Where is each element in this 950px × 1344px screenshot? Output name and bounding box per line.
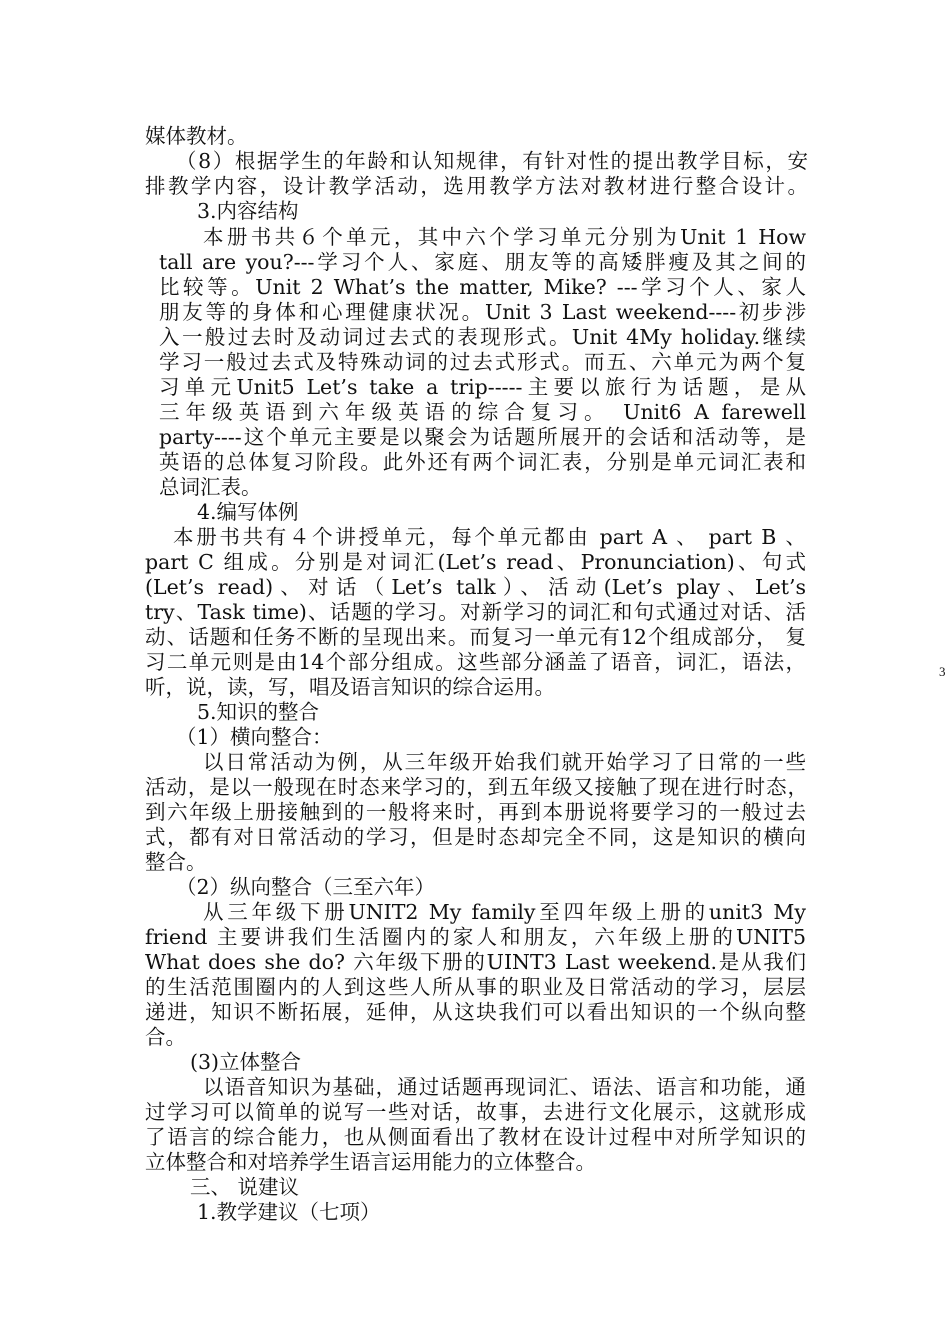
subsection-heading: （2）纵向整合（三至六年） — [176, 875, 436, 899]
text-line: part C 组成。分别是对词汇(Let’s read、Pronunciation)、句式 — [145, 550, 806, 574]
text-line: 比较等。Unit 2 What’s the matter, Mike? ---学习个人、家人 — [159, 275, 806, 299]
text-line: 英语的总体复习阶段。此外还有两个词汇表，分别是单元词汇表和 — [159, 450, 806, 474]
text-line: 到六年级上册接触到的一般将来时，再到本册说将要学习的一般过去 — [145, 800, 806, 824]
text-line: What does she do? 六年级下册的UINT3 Last weekend.是从我们 — [145, 950, 806, 974]
text-line: 本册书共６个单元，其中六个学习单元分别为Unit 1 How — [203, 225, 806, 249]
text-line: 以语音知识为基础，通过话题再现词汇、语法、语言和功能，通 — [203, 1075, 806, 1099]
text-line: 总词汇表。 — [159, 475, 262, 499]
text-line: 习单元Unit5 Let’s take a trip-----主要以旅行为话题，是从 — [159, 375, 806, 399]
text-line: 学习一般过去式及特殊动词的过去式形式。而五、六单元为两个复 — [159, 350, 806, 374]
text-line: 活动，是以一般现在时态来学习的，到五年级又接触了现在进行时态， — [145, 775, 808, 799]
text-line: 过学习可以简单的说写一些对话，故事，去进行文化展示，这就形成 — [145, 1100, 806, 1124]
text-line: (Let’s read)、对话（Let’s talk）、活动(Let’s play、Let’s — [145, 575, 806, 599]
text-line: 习二单元则是由14个部分组成。这些部分涵盖了语音，词汇，语法， — [145, 650, 806, 674]
section-heading: 4.编写体例 — [197, 500, 299, 524]
text-line: 三年级英语到六年级英语的综合复习。 Unit6 A farewell — [159, 400, 806, 424]
text-line: tall are you?---学习个人、家庭、朋友等的高矮胖瘦及其之间的 — [159, 250, 806, 274]
text-line: try、Task time)、话题的学习。对新学习的词汇和句式通过对话、活 — [145, 600, 806, 624]
text-line: party----这个单元主要是以聚会为话题所展开的会话和活动等，是 — [159, 425, 806, 449]
text-line: 整合。 — [145, 850, 207, 874]
text-line: 式，都有对日常活动的学习，但是时态却完全不同，这是知识的横向 — [145, 825, 806, 849]
text-line: 从三年级下册UNIT2 My family至四年级上册的unit3 My — [203, 900, 806, 924]
section-heading: 5.知识的整合 — [197, 700, 320, 724]
section-heading: 3.内容结构 — [197, 199, 299, 223]
text-line: 合。 — [145, 1025, 186, 1049]
text-line: 排教学内容，设计教学活动，选用教学方法对教材进行整合设计。 — [145, 174, 808, 198]
text-line: 递进，知识不断拓展，延伸，从这块我们可以看出知识的一个纵向整 — [145, 1000, 806, 1024]
text-line: 动、话题和任务不断的呈现出来。而复习一单元有12个组成部分， 复 — [145, 625, 806, 649]
text-line: 了语言的综合能力，也从侧面看出了教材在设计过程中对所学知识的 — [145, 1125, 806, 1149]
subsection-heading: (3)立体整合 — [190, 1050, 302, 1074]
text-line: （8）根据学生的年龄和认知规律，有针对性的提出教学目标，安 — [176, 149, 808, 173]
page-number: 3 — [939, 664, 946, 679]
section-heading: 三、 说建议 — [190, 1175, 300, 1199]
text-line: 本册书共有４个讲授单元，每个单元都由 part A 、 part B 、 — [173, 525, 806, 549]
subsection-heading: （1）横向整合： — [176, 725, 333, 749]
text-line: 立体整合和对培养学生语言运用能力的立体整合。 — [145, 1150, 596, 1174]
text-line: friend 主要讲我们生活圈内的家人和朋友，六年级上册的UNIT5 — [145, 925, 806, 949]
text-line: 媒体教材。 — [145, 124, 248, 148]
text-line: 朋友等的身体和心理健康状况。Unit 3 Last weekend----初步涉 — [159, 300, 806, 324]
text-line: 听，说，读，写，唱及语言知识的综合运用。 — [145, 675, 555, 699]
section-heading: 1.教学建议（七项） — [197, 1200, 381, 1224]
text-line: 的生活范围圈内的人到这些人所从事的职业及日常活动的学习，层层 — [145, 975, 806, 999]
text-line: 以日常活动为例，从三年级开始我们就开始学习了日常的一些 — [203, 750, 806, 774]
text-line: 入一般过去时及动词过去式的表现形式。Unit 4My holiday.继续 — [159, 325, 806, 349]
